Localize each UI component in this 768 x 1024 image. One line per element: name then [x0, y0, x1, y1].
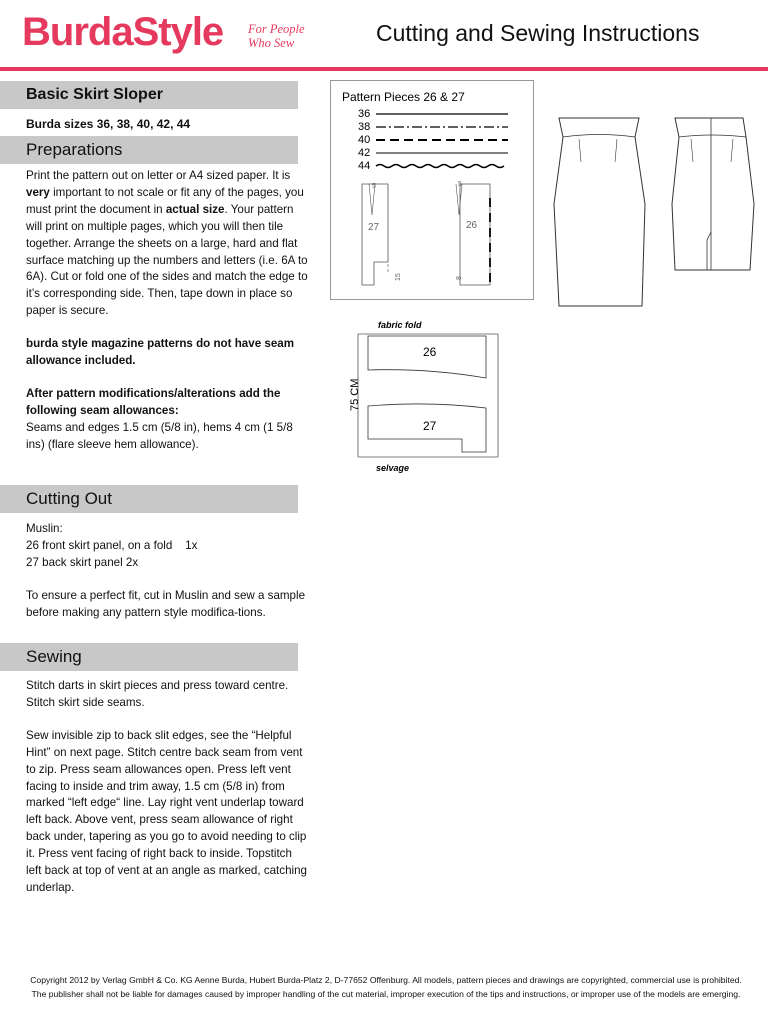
fabric-width-label: 75 CM [349, 378, 361, 411]
section-header-sewing [0, 643, 298, 671]
section-title: Sewing [26, 647, 82, 666]
sewing-paragraph-1: Stitch darts in skirt pieces and press toward centre. Stitch skirt side seams. [26, 679, 289, 709]
preparations-body [26, 168, 308, 470]
size-label-38: 38 [358, 121, 371, 133]
layout-piece-27-number: 27 [423, 419, 437, 433]
piece-27-hem-label: 15 [395, 273, 402, 281]
skirt-back-outline [672, 118, 754, 270]
skirt-illustrations [545, 112, 760, 312]
piece-27-dart-number: 5 [372, 183, 376, 190]
brand-logo: BurdaStyle [22, 10, 224, 54]
pattern-sizes: Burda sizes 36, 38, 40, 42, 44 [26, 117, 191, 131]
fabric-layout-diagram [340, 315, 510, 475]
skirt-front-outline [554, 118, 645, 306]
section-title: Cutting Out [26, 489, 112, 508]
brand-tagline [248, 22, 305, 50]
section-title: Preparations [26, 140, 123, 159]
pattern-name-bar [0, 81, 298, 109]
header-divider [0, 67, 768, 71]
selvage-label: selvage [376, 463, 410, 473]
size-label-36: 36 [358, 108, 371, 120]
copyright-footer: Copyright 2012 by Verlag GmbH & Co. KG Aenne Burda, Hubert Burda-Platz 2, D-77652 Offenburg. All models, pattern pieces and drawings are copyrighted, commercial use is prohibited. The publisher shall not be liable for damages caused by improper handling of the cut material, improper execution of the tips and instructions, or improper use of the models are emerging. [30, 975, 742, 999]
cutting-body [26, 521, 308, 638]
fabric-fold-label: fabric fold [378, 320, 422, 330]
size-label-44: 44 [358, 160, 371, 172]
piece-26-hem-label: 8 [456, 276, 463, 280]
preparations-paragraph-3: After pattern modifications/alterations add the following seam allowances: Seams and edges 1.5 cm (5/8 in), hems 4 cm (1 5/8 ins) (flare sleeve hem allowance). [26, 386, 293, 451]
preparations-paragraph-1: Print the pattern out on letter or A4 sized paper. It is very important to not scale or fit any of the pages, you must print the document in actual size. Your pattern will print on multiple pages, which you will then tile together. Arrange the sheets on a large, hard and flat surface matching up the numbers and letters (i.e. 6A to 6A). Cut or fold one of the sides and match the edge to it’s corresponding side. Then, tape down in place so paper is secure. [26, 169, 308, 318]
tagline-line-1: For People [248, 22, 305, 36]
pattern-name: Basic Skirt Sloper [26, 86, 163, 103]
size-label-42: 42 [358, 147, 371, 159]
piece-26-dart-number: 5 [458, 181, 462, 188]
section-header-preparations [0, 136, 298, 164]
piece-27-number: 27 [368, 222, 380, 233]
piece-26-number: 26 [466, 220, 478, 231]
pattern-pieces-diagram [330, 80, 534, 300]
section-header-cutting-out [0, 485, 298, 513]
size-label-40: 40 [358, 134, 371, 146]
page-title: Cutting and Sewing Instructions [376, 20, 700, 46]
pattern-box-title: Pattern Pieces 26 & 27 [342, 90, 465, 104]
tagline-line-2: Who Sew [248, 36, 295, 50]
preparations-paragraph-2: burda style magazine patterns do not have seam allowance included. [26, 337, 295, 368]
cutting-paragraph-2: To ensure a perfect fit, cut in Muslin and sew a sample before making any pattern style modifica-tions. [26, 588, 306, 619]
cutting-list: Muslin: 26 front skirt panel, on a fold 1x 27 back skirt panel 2x [26, 522, 198, 569]
sewing-body [26, 678, 308, 913]
sewing-paragraph-2: Sew invisible zip to back slit edges, see the “Helpful Hint” on next page. Stitch centre back seam from vent to zip. Press seam allowances open. Press left vent facing to inside and trim away, 1.5 cm (5/8 in) from marked “left edge“ line. Lay right vent underlap toward left back. Above vent, press seam allowance of right back under, tapering as you go to avoid needing to clip it. Press vent facing of right back to inside. Topstitch left back at top of vent at an angle as marked, catching underlap. [26, 728, 307, 894]
layout-piece-26-number: 26 [423, 345, 437, 359]
